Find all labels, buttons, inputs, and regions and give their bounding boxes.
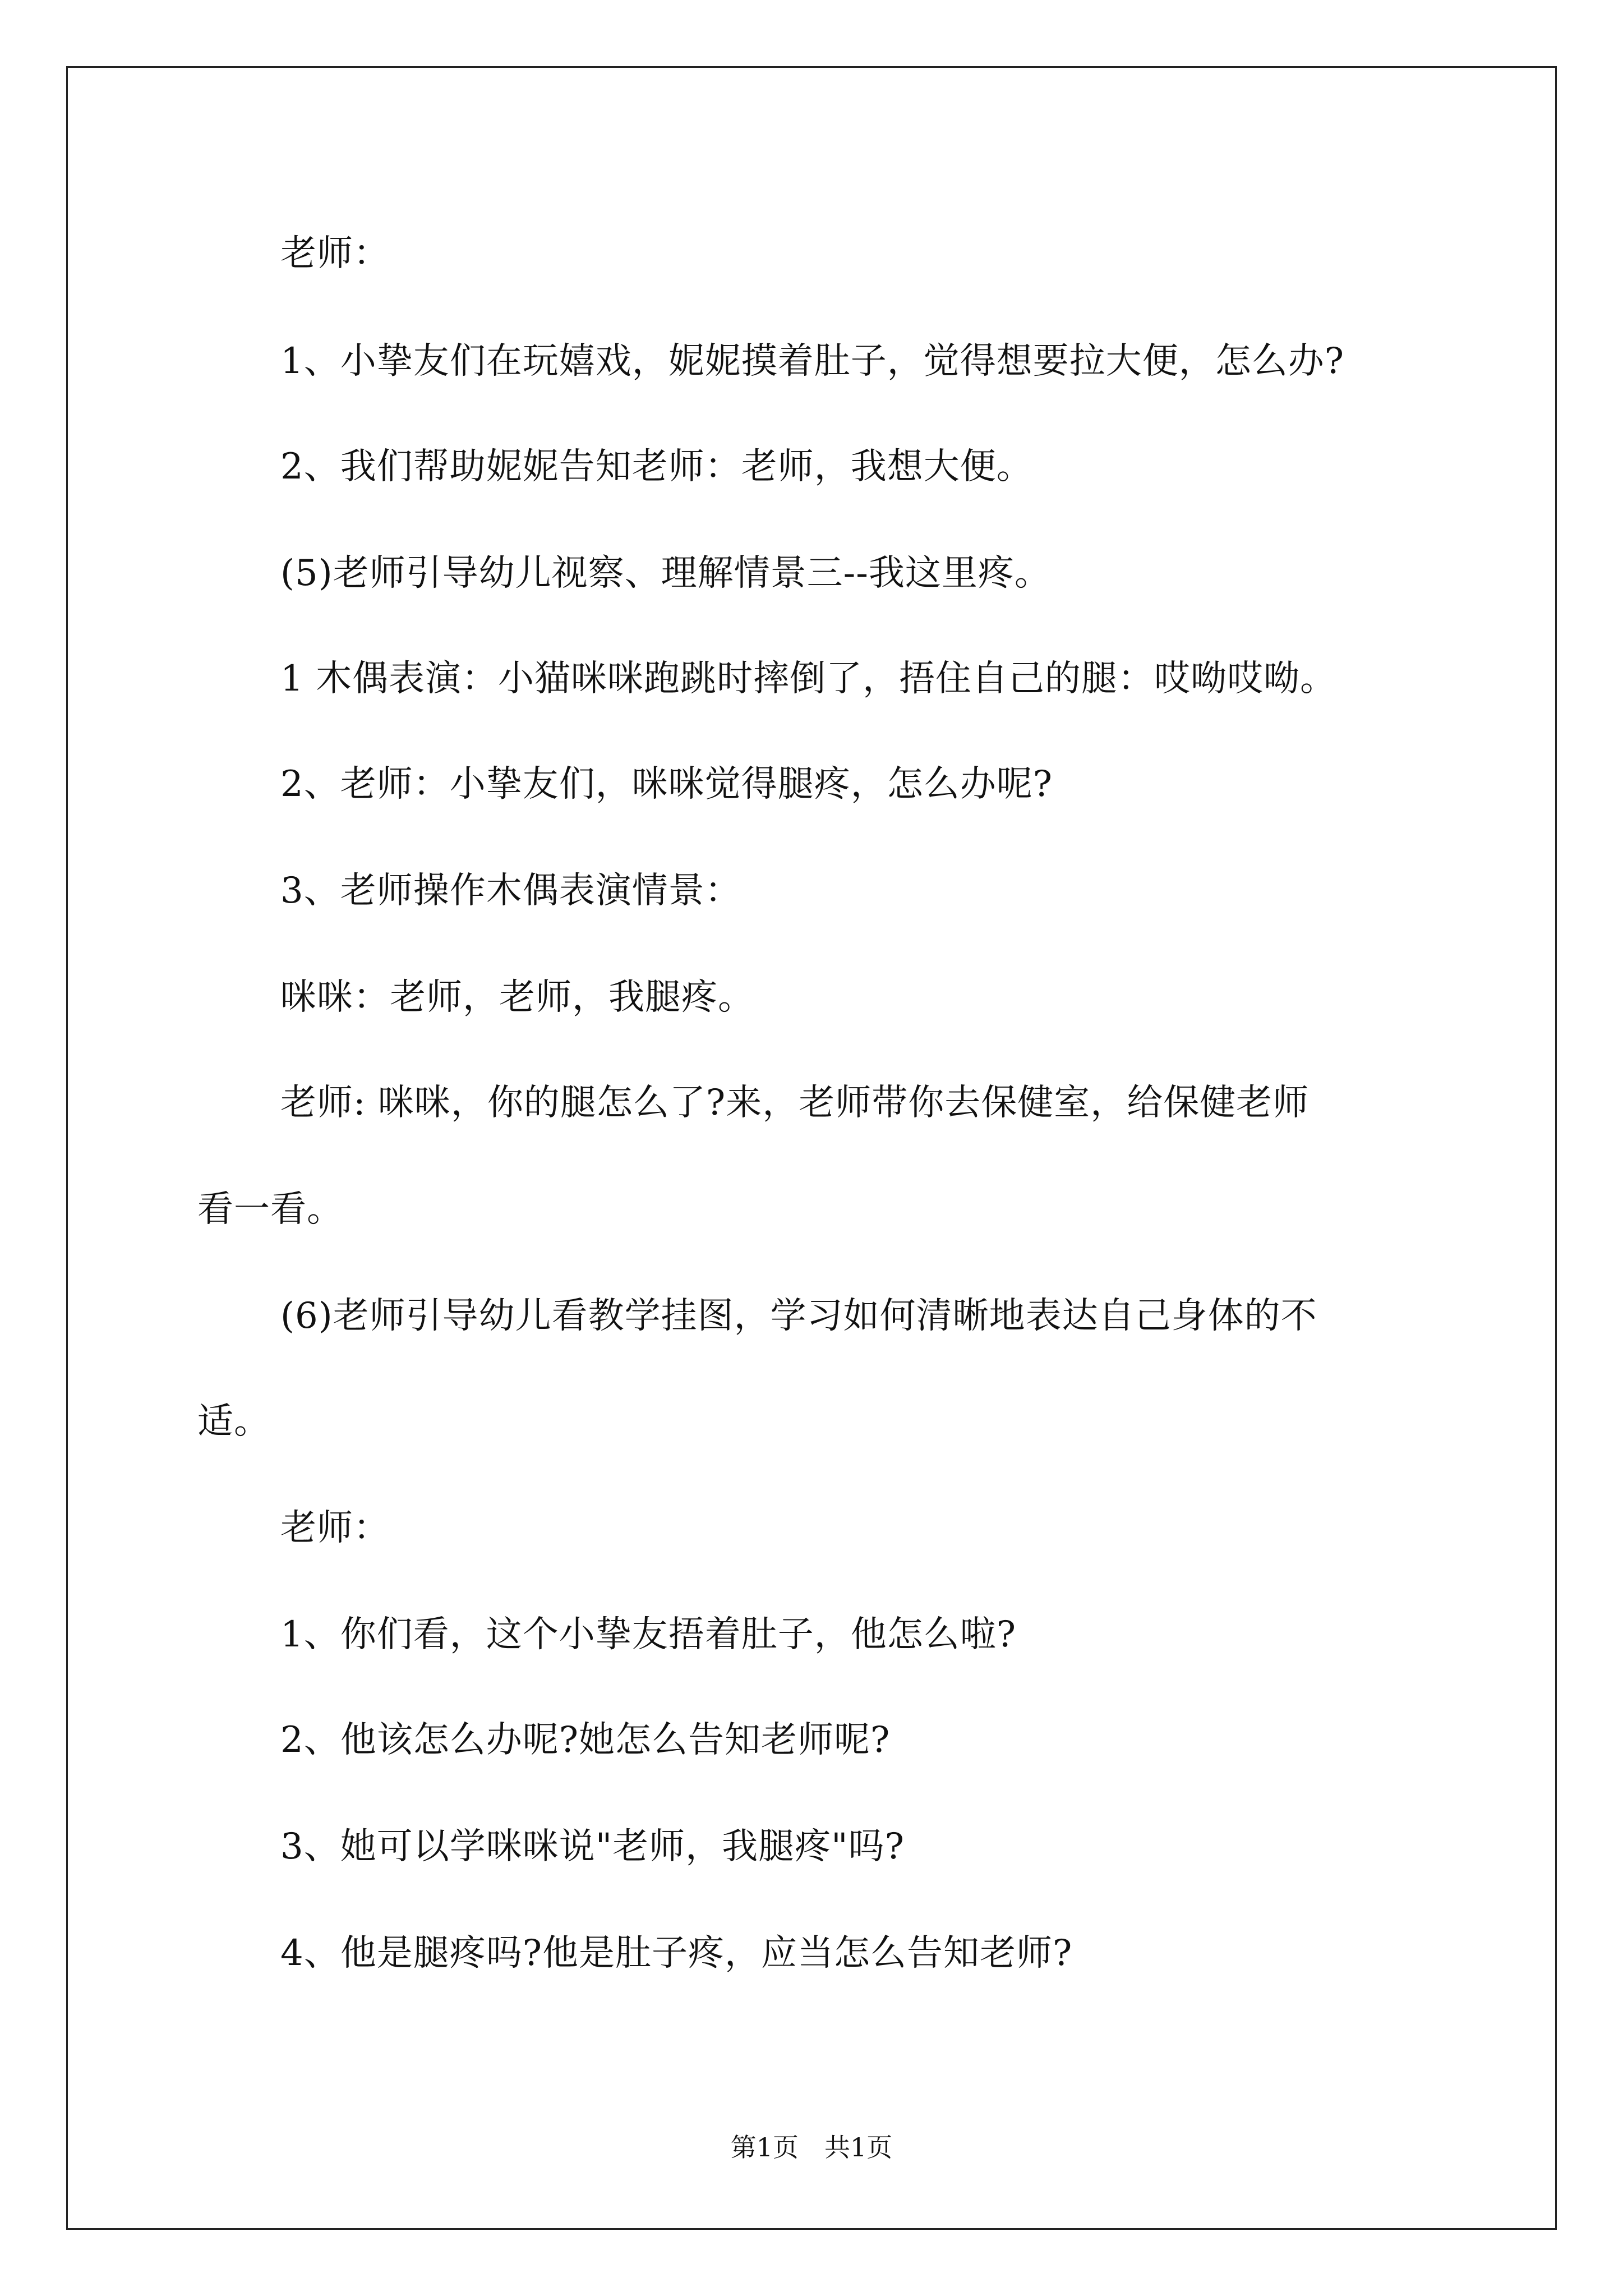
paragraph-line: (6)老师引导幼儿看教学挂图，学习如何清晰地表达自己身体的不 <box>280 1295 1317 1337</box>
paragraph-line: 适。 <box>197 1401 270 1442</box>
paragraph-line: 看一看。 <box>197 1189 343 1230</box>
paragraph-line: 2、老师：小挚友们，咪咪觉得腿疼，怎么办呢? <box>280 763 1053 805</box>
paragraph-line: 3、老师操作木偶表演情景： <box>280 870 741 912</box>
paragraph-line: 老师： <box>280 1507 390 1549</box>
paragraph-line: (5)老师引导幼儿视察、理解情景三--我这里疼。 <box>280 553 1051 594</box>
page-footer: 第1页 共1页 <box>730 2132 893 2162</box>
paragraph-line: 2、他该怎么办呢?她怎么告知老师呢? <box>280 1719 891 1761</box>
paragraph-line: 咪咪：老师，老师，我腿疼。 <box>280 977 754 1018</box>
paragraph-line: 老师： <box>280 233 390 274</box>
paragraph-line: 1、你们看，这个小挚友捂着肚子，他怎么啦? <box>280 1614 1017 1655</box>
page-border <box>66 66 1557 2230</box>
paragraph-line: 2、我们帮助妮妮告知老师：老师，我想大便。 <box>280 446 1033 487</box>
paragraph-line: 4、他是腿疼吗?他是肚子疼，应当怎么告知老师? <box>280 1932 1073 1974</box>
paragraph-line: 3、她可以学咪咪说"老师，我腿疼"吗? <box>280 1826 905 1867</box>
paragraph-line: 老师: 咪咪，你的腿怎么了?来，老师带你去保健室，给保健老师 <box>280 1082 1310 1124</box>
paragraph-line: 1、小挚友们在玩嬉戏，妮妮摸着肚子，觉得想要拉大便，怎么办? <box>280 341 1345 382</box>
paragraph-line: 1 木偶表演：小猫咪咪跑跳时摔倒了，捂住自己的腿：哎呦哎呦。 <box>280 658 1337 700</box>
